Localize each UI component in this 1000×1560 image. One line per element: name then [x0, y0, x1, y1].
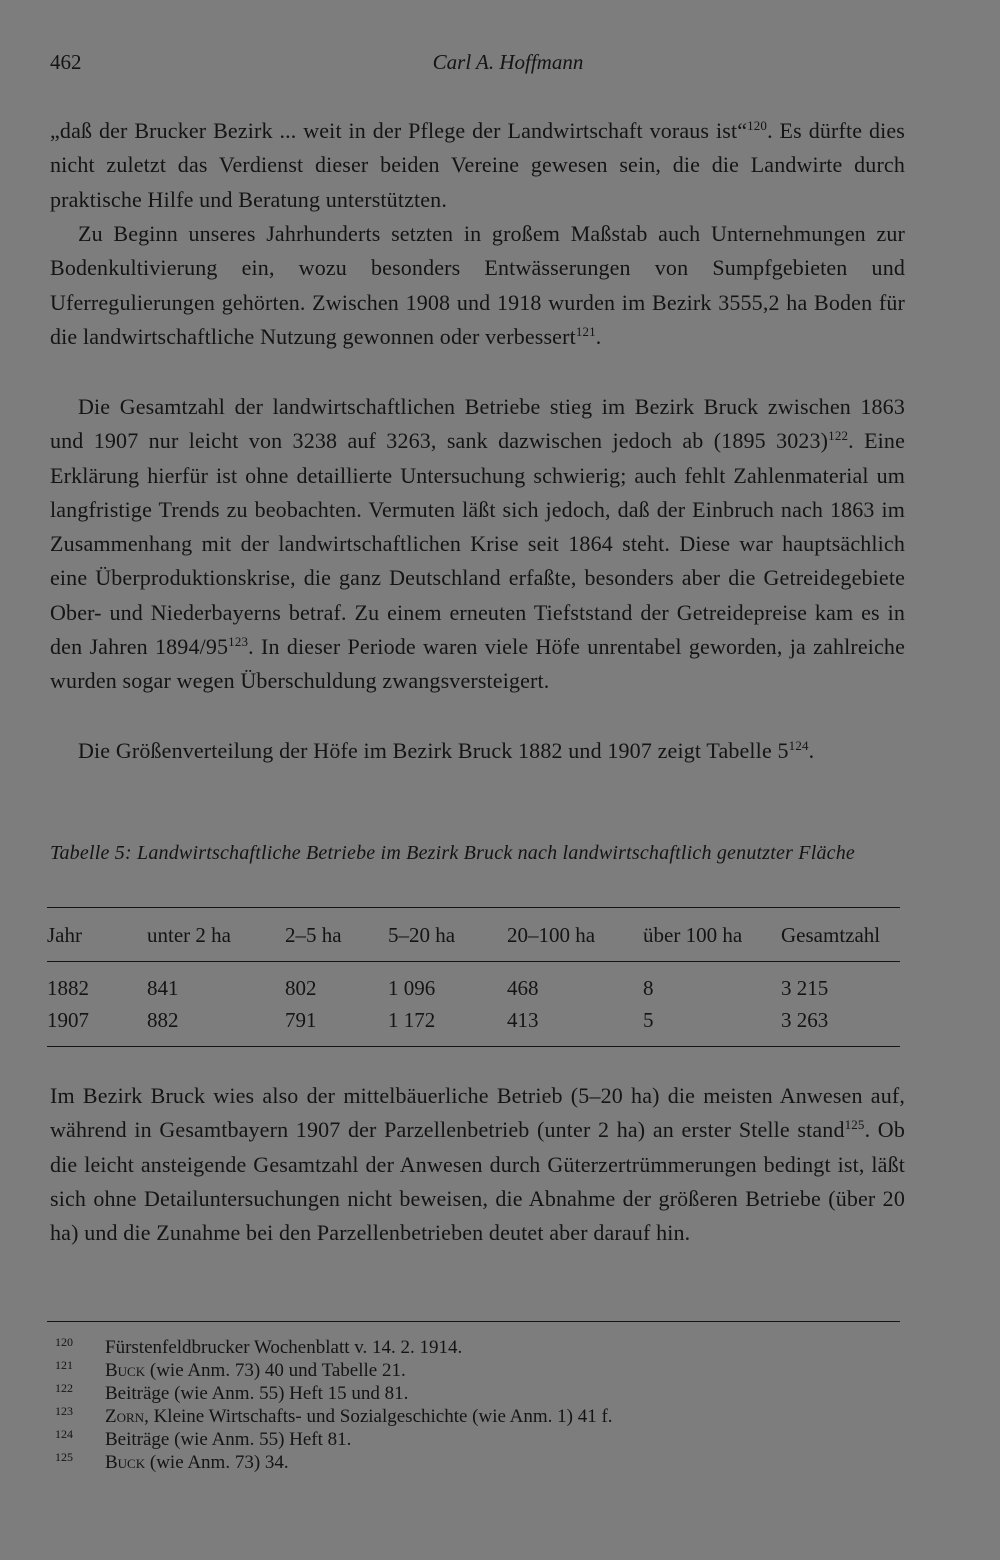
footnote-ref-121[interactable]: 121 [575, 323, 596, 339]
paragraph-text: Die Größenverteilung der Höfe im Bezirk Bruck 1882 und 1907 zeigt Tabelle 5 [78, 738, 789, 763]
table-cell: 1882 [47, 976, 89, 1000]
table-caption: Tabelle 5: Landwirtschaftliche Betriebe im Bezirk Bruck nach landwirtschaftlich genutzter Fläche [50, 842, 856, 864]
table-bottom-rule [47, 1046, 900, 1047]
table-cell: 802 [285, 976, 317, 1000]
footnote-text [105, 1428, 351, 1451]
paragraph-text: . Ob die leicht ansteigende Gesamtzahl der Anwesen durch Güterzertrümmerungen bedingt ist, läßt sich ohne Detailuntersuchungen nicht beweisen, die Abnahme der größeren Betriebe (über 20 ha) und die Zunahme bei den Parzellenbetrieben deutet aber darauf hin. [50, 1117, 905, 1246]
footnote-item [55, 1382, 905, 1405]
footnote-ref-122[interactable]: 122 [828, 428, 849, 444]
paragraph-text: . [595, 323, 602, 349]
footnote-ref-123[interactable]: 123 [228, 634, 249, 650]
table-cell: 1 172 [388, 1008, 436, 1032]
footnote-text [105, 1336, 462, 1359]
table-cell: 841 [147, 976, 179, 1000]
footnote-item [55, 1359, 905, 1382]
footnote-item [55, 1336, 905, 1359]
footnote-item [55, 1405, 905, 1428]
table-cell: 1907 [47, 1008, 89, 1032]
table-cell: 5 [643, 1008, 654, 1032]
table-cell: 413 [507, 1008, 539, 1032]
footnote-item [55, 1451, 905, 1474]
paragraph-1 [50, 114, 905, 217]
paragraph-text: . [808, 738, 815, 763]
footnote-text [105, 1405, 613, 1428]
page-number: 462 [50, 50, 82, 74]
running-head: Carl A. Hoffmann [432, 50, 584, 74]
table-cell: 8 [643, 976, 654, 1000]
footnote-number: 122 [55, 1381, 73, 1395]
table-cell: 882 [147, 1008, 179, 1032]
footnote-ref-120[interactable]: 120 [747, 118, 768, 133]
paragraph-2 [50, 217, 905, 354]
paragraph-text: . Es dürfte dies nicht zuletzt das Verdienst dieser beiden Vereine gewesen sein, die die Landwirte durch praktische Hilfe und Beratung unterstützten. [50, 118, 905, 212]
paragraph-text: „daß der Brucker Bezirk ... weit in der Pflege der Landwirtschaft voraus ist“ [50, 118, 748, 143]
footnote-number: 120 [55, 1335, 73, 1349]
footnote-text [105, 1359, 406, 1382]
table-cell: 791 [285, 1008, 317, 1032]
table-header-cell: Jahr [47, 923, 82, 947]
paragraph-3 [50, 390, 905, 699]
footnote-body: Beiträge (wie Anm. 55) Heft 81. [105, 1429, 352, 1450]
table-cell: 1 096 [388, 976, 436, 1000]
table-header-cell: unter 2 ha [147, 923, 231, 947]
footnote-body: Beiträge (wie Anm. 55) Heft 15 und 81. [105, 1383, 409, 1404]
footnote-body: (wie Anm. 73) 40 und Tabelle 21. [145, 1360, 406, 1381]
footnote-body: Fürstenfeldbrucker Wochenblatt v. 14. 2. 1914. [105, 1337, 463, 1358]
table-header-cell: 2–5 ha [285, 923, 342, 947]
paragraph-text: Im Bezirk Bruck wies also der mittelbäuerliche Betrieb (5–20 ha) die meisten Anwesen auf, während in Gesamtbayern 1907 der Parzellenbetrieb (unter 2 ha) an erster Stelle stand [50, 1083, 905, 1143]
footnote-body: (wie Anm. 73) 34. [145, 1452, 289, 1473]
footnote-number: 124 [55, 1427, 73, 1441]
table-header-cell: 5–20 ha [388, 923, 456, 947]
paragraph-text: . In dieser Periode waren viele Höfe unrentabel geworden, ja zahlreiche wurden sogar wegen Überschuldung zwangsversteigert. [50, 634, 905, 694]
footnote-text [105, 1382, 408, 1405]
footnote-author: Zorn [105, 1406, 145, 1427]
table-header-cell: 20–100 ha [507, 923, 596, 947]
footnote-text [105, 1451, 289, 1474]
footnote-author: Buck [105, 1360, 146, 1381]
footnote-item [55, 1428, 905, 1451]
footnote-number: 123 [55, 1404, 73, 1418]
table-top-rule [47, 907, 900, 908]
footnote-ref-124[interactable]: 124 [788, 738, 809, 753]
paragraph-text: Die Gesamtzahl der landwirtschaftlichen Betriebe stieg im Bezirk Bruck zwischen 1863 und 1907 nur leicht von 3238 auf 3263, sank dazwischen jedoch ab (1895 3023) [50, 394, 905, 454]
footnote-ref-125[interactable]: 125 [844, 1117, 865, 1133]
footnote-body: , Kleine Wirtschafts- und Sozialgeschichte (wie Anm. 1) 41 f. [144, 1406, 613, 1427]
footnote-separator [47, 1321, 900, 1322]
footnotes [55, 1336, 905, 1474]
table-header-cell: über 100 ha [643, 923, 743, 947]
table-cell: 3 263 [781, 1008, 829, 1032]
table-header-cell: Gesamtzahl [781, 923, 881, 947]
paragraph-text: Zu Beginn unseres Jahrhunderts setzten in großem Maßstab auch Unternehmungen zur Bodenkultivierung ein, wozu besonders Entwässerungen von Sumpfgebieten und Uferregulierungen gehörten. Zwischen 1908 und 1918 wurden im Bezirk 3555,2 ha Boden für die landwirtschaftliche Nutzung gewonnen oder verbessert [50, 221, 905, 349]
table-cell: 468 [507, 976, 539, 1000]
footnote-number: 121 [55, 1358, 73, 1372]
table-header-rule [47, 961, 900, 962]
footnote-author: Buck [105, 1452, 146, 1473]
paragraph-text: . Eine Erklärung hierfür ist ohne detaillierte Untersuchung schwierig; auch fehlt Zahlenmaterial um langfristige Trends zu beobachten. Vermuten läßt sich jedoch, daß der Einbruch nach 1863 im Zusammenhang mit der landwirtschaftlichen Krise seit 1864 steht. Diese war hauptsächlich eine Überproduktionskrise, die ganz Deutschland erfaßte, besonders aber die Getreidegebiete Ober- und Niederbayerns betraf. Zu einem erneuten Tiefststand der Getreidepreise kam es in den Jahren 1894/95 [50, 428, 905, 660]
footnote-number: 125 [55, 1450, 73, 1464]
paragraph-4 [50, 734, 905, 768]
paragraph-5 [50, 1079, 905, 1250]
table-cell: 3 215 [781, 976, 829, 1000]
